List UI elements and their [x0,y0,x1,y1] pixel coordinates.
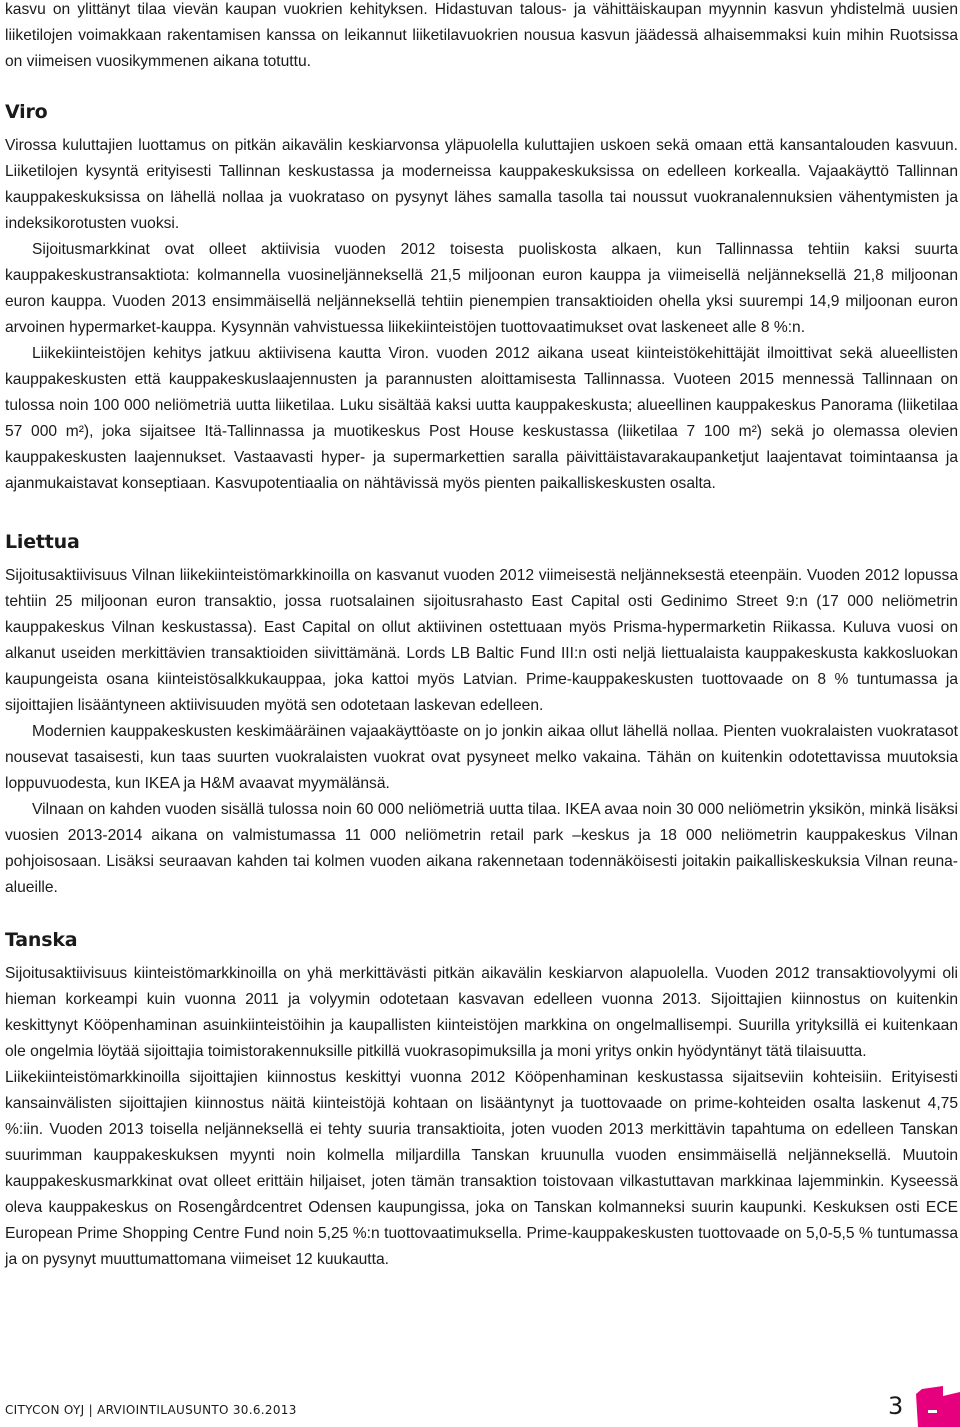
tanska-paragraph-2: Liikekiinteistömarkkinoilla sijoittajien kiinnostus keskittyi vuonna 2012 Kööpenhaminan keskustassa sijaitseviin kohteisiin. Erityisesti kansainvälisten sijoittajien kiinnostus näitä kiinteistöjä kohtaan on lisääntynyt ja tuottovaade on prime-kohteiden osalta laskenut 4,75 %:iin. Vuoden 2013 toisella neljänneksellä ei tehty suuria transaktioita, joten vuoden 2013 merkittävin tapahtuma on edelleen Tanskan suurimman kauppakeskuksen myynti noin kolmella miljardilla Tanskan kruunulla vuoden ensimmäisellä neljänneksellä. Muutoin kauppakeskusmarkkinat ovat olleet erittäin hiljaiset, joten tämän transaktion toistovaan vilkastuttavan markkinaa lajemminkin. Kyseessä oleva kauppakeskus on Rosengårdcentret Odensen kaupungissa, joka on Tanskan kolmanneksi suurin kaupunki. Keskuksen osti ECE European Prime Shopping Centre Fund noin 5,25 %:n tuottovaatimuksella. Prime-kauppakeskusten tuottovaade on 5,0-5,5 % tuntumassa ja on pysynyt muuttumattomana viimeiset 12 kuukautta. [5,1069,958,1268]
heading-liettua: Liettua [5,531,80,553]
intro-paragraph: kasvu on ylittänyt tilaa vievän kaupan vuokrien kehityksen. Hidastuvan talous- ja vähittäiskaupan myynnin kasvun yhdistelmä uusien liiketilojen voimakkaan rakentamisen kanssa on leikannut liiketilavuokrien nousua kasvun jäädessä alhaisemmaksi kuin mihin Ruotsissa on viimeisen vuosikymmenen aikana totuttu. [5,1,958,70]
viro-paragraph-1: Virossa kuluttajien luottamus on pitkän aikavälin keskiarvonsa yläpuolella kuluttajien uskoen sekä omaan että kansantalouden kasvuun. Liiketilojen kysyntä erityisesti Tallinnan keskustassa ja moderneissa kauppakeskuksissa on edelleen korkealla. Vajaakäyttö Tallinnan kauppakeskuksissa on lähellä nollaa ja vuokrataso on pysynyt lähes samalla tasolla tai noussut vuokranalennuksien vähentymisten ja indeksikorotusten vuoksi. [5,137,958,232]
liettua-paragraph-2: Modernien kauppakeskusten keskimääräinen vajaakäyttöaste on jo jonkin aikaa ollut lähellä nollaa. Pienten vuokralaisten vuokratasot nousevat tasaisesti, kun taas suurten vuokralaisten vuokrat ovat pysyneet melko vakaina. Tähän on kuitenkin odotettavissa muutoksia loppuvuodesta, kun IKEA ja H&M avaavat myymälänsä. [5,723,958,792]
heading-viro: Viro [5,101,48,123]
liettua-paragraph-3: Vilnaan on kahden vuoden sisällä tulossa noin 60 000 neliömetriä uutta tilaa. IKEA avaa noin 30 000 neliömetrin yksikön, minkä lisäksi vuosien 2013-2014 aikana on valmistumassa 11 000 neliömetrin retail park –keskus ja 18 000 neliömetrin kauppakeskus Vilnan pohjoisosaan. Lisäksi seuraavan kahden tai kolmen vuoden aikana rakennetaan todennäköisesti joitakin paikalliskeskuksia Vilnan reuna-alueille. [5,801,958,896]
viro-paragraph-3: Liikekiinteistöjen kehitys jatkuu aktiivisena kautta Viron. vuoden 2012 aikana useat kiinteistökehittäjät ilmoittivat sekä alueellisten kauppakeskusten että kauppakeskuslaajennusten ja parannusten aloittamisesta Tallinnassa. Vuoteen 2015 mennessä Tallinnaan on tulossa noin 100 000 neliömetriä uutta liiketilaa. Luku sisältää kaksi uutta kauppakeskusta; alueellinen kauppakeskus Panorama (liiketilaa 57 000 m²), joka sijaitsee Itä-Tallinnassa ja muotikeskus Post House keskustassa (liiketilaa 7 100 m²) sekä jo olemassa olevien kauppakeskusten laajennukset. Vastaavasti hyper- ja supermarkettien saralla päivittäistavarakaupanketjut laajentavat toimintaansa ja ajanmukaistavat konseptiaan. Kasvupotentiaalia on nähtävissä myös pienten paikalliskeskusten osalta. [5,345,958,492]
heading-tanska: Tanska [5,929,78,951]
citycon-logo-icon [916,1386,960,1427]
footer-text: CITYCON OYJ | ARVIOINTILAUSUNTO 30.6.2013 [5,1403,297,1417]
liettua-paragraph-1: Sijoitusaktiivisuus Vilnan liikekiinteistömarkkinoilla on kasvanut vuoden 2012 viimeisestä neljänneksestä eteenpäin. Vuoden 2012 lopussa tehtiin 25 miljoonan euron transaktio, jossa ruotsalainen sijoitusrahasto East Capital osti Gedinimo Street 9:n (17 000 neliömetrin kauppakeskus Vilnan keskustassa). East Capital on ollut aktiivinen ostettuaan myös Prisma-hypermarketin Riikassa. Kuluva vuosi on alkanut useiden merkittävien transaktioiden siivittämänä. Lords LB Baltic Fund III:n osti neljä liettualaista kauppakeskusta kakkosluokan kaupungeista osana kiinteistösalkkukauppaa, joka kattoi myös Latvian. Prime-kauppakeskusten tuottovaade on 8 % tuntumassa ja sijoittajien lisääntyneen aktiivisuuden myötä sen odotetaan laskevan edelleen. [5,567,958,714]
document-body [5,0,958,1273]
tanska-paragraph-1: Sijoitusaktiivisuus kiinteistömarkkinoilla on yhä merkittävästi pitkän aikavälin keskiarvon alapuolella. Vuoden 2012 transaktiovolyymi oli hieman korkeampi kuin vuonna 2011 ja volyymin odotetaan kasvavan edelleen vuonna 2013. Sijoittajien kiinnostus on kuitenkin keskittynyt Kööpenhaminan asuinkiinteistöihin ja kaupallisten kiinteistöjen markkina on ongelmallisempi. Suurilla yrityksillä ei kuitenkaan ole ongelmia löytää sijoittajia toimistorakennuksille pitkillä vuokrasopimuksilla ja moni yritys onkin hyödyntänyt tätä tilaisuutta. [5,965,958,1060]
viro-paragraph-2: Sijoitusmarkkinat ovat olleet aktiivisia vuoden 2012 toisesta puoliskosta alkaen, kun Tallinnassa tehtiin kaksi suurta kauppakeskustransaktiota: kolmannella vuosineljänneksellä 21,5 miljoonan euron kauppa ja viimeisellä neljänneksellä 21,8 miljoonan euron kauppa. Vuoden 2013 ensimmäisellä neljänneksellä tehtiin pienempien transaktioiden ohella yksi suurempi 14,9 miljoonan euron arvoinen hypermarket-kauppa. Kysynnän vahvistuessa liikekiinteistöjen tuottovaatimukset ovat laskeneet alle 8 %:n. [5,241,958,336]
page-number: 3 [888,1392,904,1420]
